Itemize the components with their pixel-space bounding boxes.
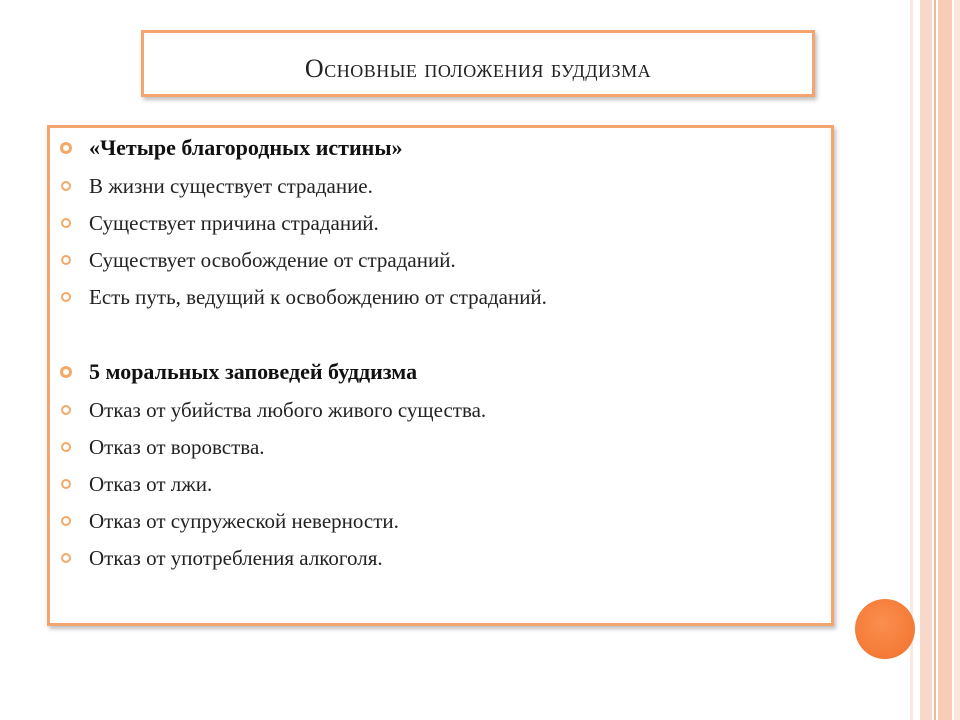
decor-stripe — [954, 0, 960, 720]
list-item — [50, 395, 831, 425]
bullet-icon — [61, 553, 71, 563]
decor-stripe — [920, 0, 932, 720]
list-heading-four-truths — [50, 133, 831, 163]
bullet-icon — [61, 479, 71, 489]
list-item — [50, 208, 831, 238]
decor-stripe — [934, 0, 936, 720]
list-item — [50, 282, 831, 312]
list-item-text: Отказ от лжи. — [89, 471, 213, 496]
list-item — [50, 432, 831, 462]
decor-stripe — [938, 0, 952, 720]
decor-stripe — [910, 0, 913, 720]
bullet-icon — [61, 516, 71, 526]
list-item — [50, 543, 831, 573]
bullet-icon — [60, 142, 72, 154]
content-box — [47, 125, 834, 626]
list-item-text: Отказ от супружеской неверности. — [89, 508, 399, 533]
list-item — [50, 506, 831, 536]
bullet-icon — [61, 405, 71, 415]
bullet-icon — [61, 218, 71, 228]
list-item-text: Отказ от употребления алкоголя. — [89, 545, 383, 570]
title-box — [141, 30, 815, 97]
bullet-icon — [61, 292, 71, 302]
list-item — [50, 245, 831, 275]
list-heading-text: «Четыре благородных истины» — [89, 135, 403, 160]
list-item-text: Существует причина страданий. — [89, 210, 379, 235]
list-heading-text: 5 моральных заповедей буддизма — [89, 359, 418, 384]
list-item-text: Отказ от убийства любого живого существа. — [89, 397, 487, 422]
list-item — [50, 469, 831, 499]
list-item — [50, 171, 831, 201]
bullet-icon — [61, 442, 71, 452]
bullet-icon — [61, 181, 71, 191]
slide-title: Основные положения буддизма — [304, 53, 652, 83]
list-item-text: В жизни существует страдание. — [89, 173, 373, 198]
list-item-text: Отказ от воровства. — [89, 434, 265, 459]
list-item-text: Существует освобождение от страданий. — [89, 247, 456, 272]
list-item-text: Есть путь, ведущий к освобождению от страданий. — [89, 284, 547, 309]
decor-circle — [855, 599, 915, 659]
bullet-icon — [60, 366, 72, 378]
bullet-icon — [61, 255, 71, 265]
list-heading-five-precepts — [50, 357, 831, 387]
